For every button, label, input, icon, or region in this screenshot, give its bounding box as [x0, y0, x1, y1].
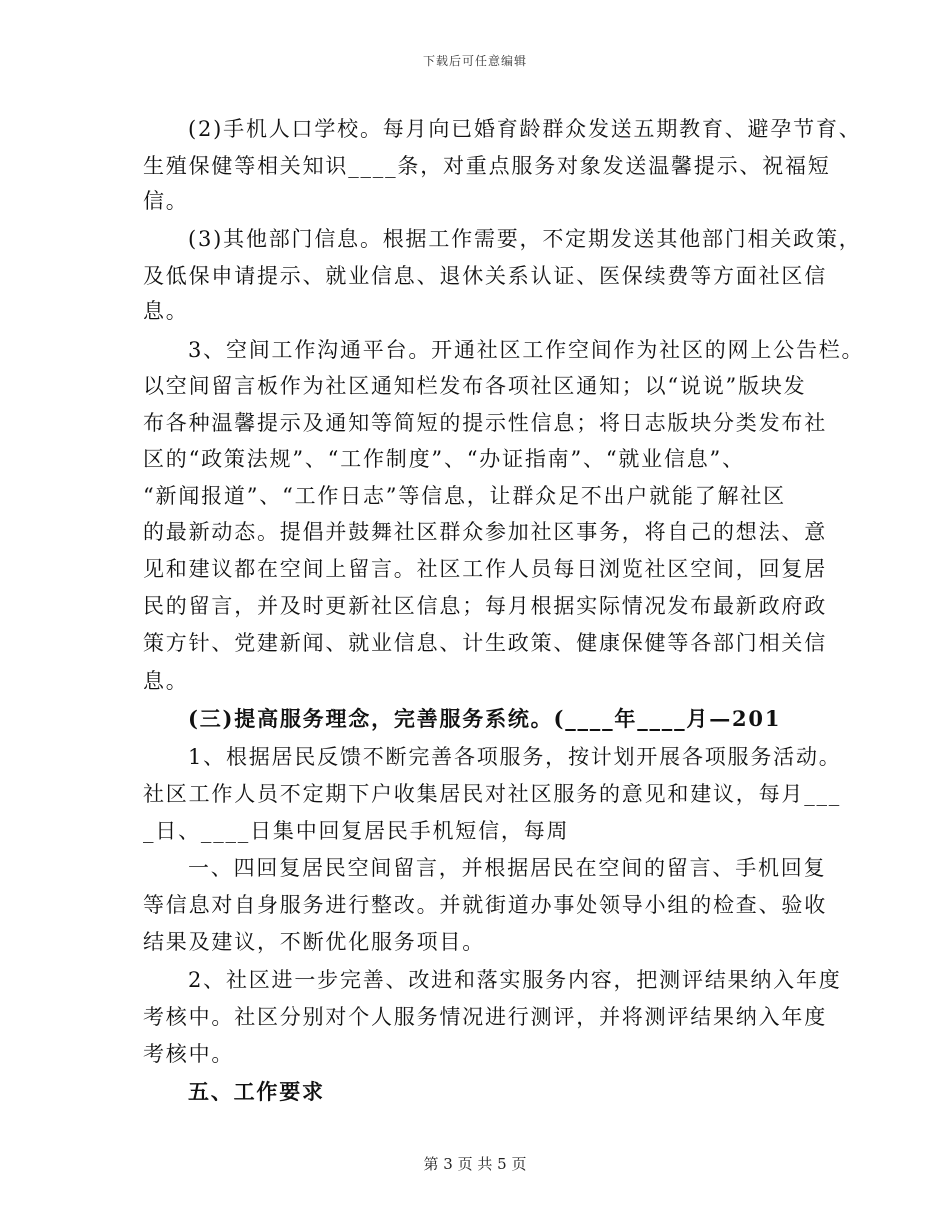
paragraph-line: 一、四回复居民空间留言，并根据居民在空间的留言、手机回复	[188, 856, 827, 880]
paragraph-line: 考核中。	[143, 1042, 235, 1066]
paragraph-line: 策方针、党建新闻、就业信息、计生政策、健康保健等各部门相关信	[143, 631, 827, 655]
paragraph-line: (3)其他部门信息。根据工作需要，不定期发送其他部门相关政策，	[188, 227, 862, 251]
paragraph-line: 布各种温馨提示及通知等简短的提示性信息；将日志版块分类发布社	[143, 411, 827, 435]
page-number-footer: 第 3 页 共 5 页	[423, 1155, 527, 1173]
section-heading: 五、工作要求	[188, 1079, 325, 1104]
paragraph-line: 区的“政策法规”、“工作制度”、“办证指南”、“就业信息”、	[143, 447, 745, 471]
paragraph-line: 1、根据居民反馈不断完善各项服务，按计划开展各项服务活动。	[188, 745, 842, 769]
paragraph-line: 社区工作人员不定期下户收集居民对社区服务的意见和建议，每月___	[143, 782, 842, 806]
section-heading: (三)提高服务理念，完善服务系统。(____年____月—201	[188, 706, 782, 731]
paragraph-line: 3、空间工作沟通平台。开通社区工作空间作为社区的网上公告栏。	[188, 338, 865, 362]
paragraph-line: 等信息对自身服务进行整改。并就街道办事处领导小组的检查、验收	[143, 893, 827, 917]
page-header-note: 下载后可任意编辑	[422, 54, 527, 68]
paragraph-line: (2)手机人口学校。每月向已婚育龄群众发送五期教育、避孕节育、	[188, 117, 862, 141]
paragraph-line: “新闻报道”、“工作日志”等信息，让群众足不出户就能了解社区	[143, 484, 786, 508]
paragraph-line: 结果及建议，不断优化服务项目。	[143, 930, 485, 954]
paragraph-line: 2、社区进一步完善、改进和落实服务内容，把测评结果纳入年度	[188, 968, 842, 992]
paragraph-line: 息。	[143, 299, 189, 323]
paragraph-line: 见和建议都在空间上留言。社区工作人员每日浏览社区空间，回复居	[143, 557, 827, 581]
paragraph-line: 民的留言，并及时更新社区信息；每月根据实际情况发布最新政府政	[143, 594, 827, 618]
paragraph-line: 考核中。社区分别对个人服务情况进行测评，并将测评结果纳入年度	[143, 1005, 827, 1029]
paragraph-line: 生殖保健等相关知识____条，对重点服务对象发送温馨提示、祝福短	[143, 154, 831, 178]
paragraph-line: 的最新动态。提倡并鼓舞社区群众参加社区事务，将自己的想法、意	[143, 520, 827, 544]
paragraph-line: _日、____日集中回复居民手机短信，每周	[143, 819, 570, 843]
paragraph-line: 及低保申请提示、就业信息、退休关系认证、医保续费等方面社区信	[143, 264, 827, 288]
paragraph-line: 以空间留言板作为社区通知栏发布各项社区通知；以“说说”版块发	[143, 374, 807, 398]
paragraph-line: 信。	[143, 189, 189, 213]
paragraph-line: 息。	[143, 669, 189, 693]
